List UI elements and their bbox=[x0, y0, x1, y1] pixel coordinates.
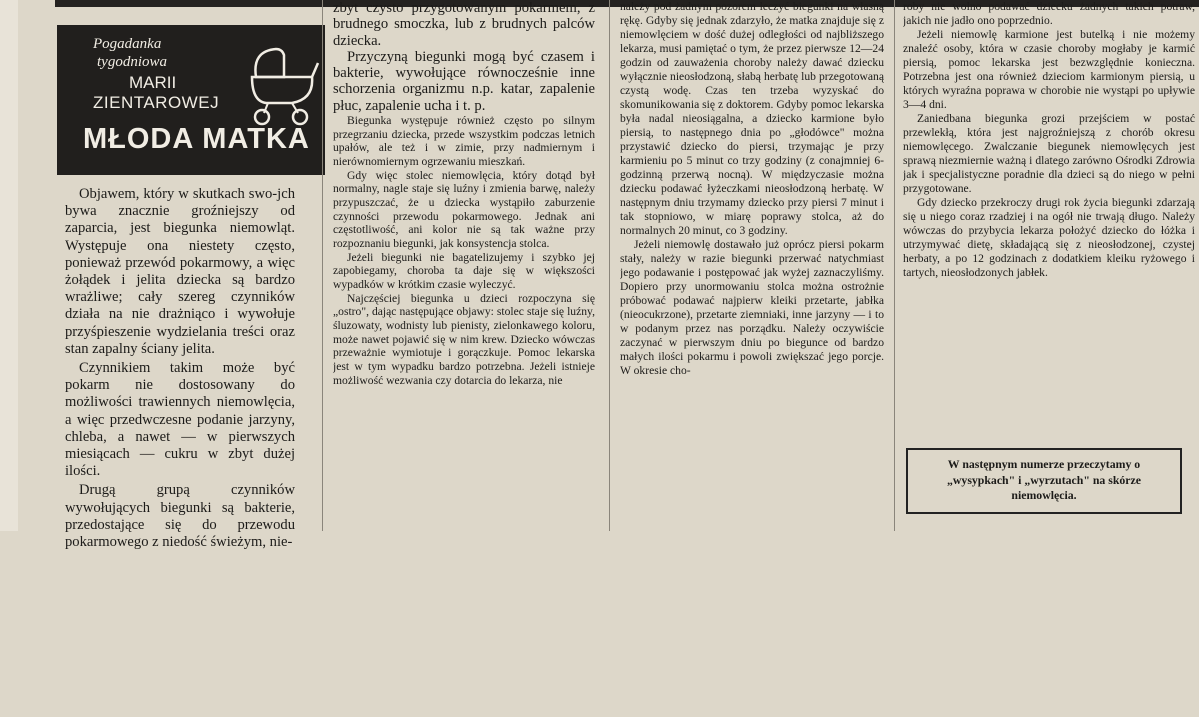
paragraph: roby nie wolno podawać dziecku żadnych takich potraw, jakich nie jadło ono poprzednio. bbox=[903, 0, 1195, 27]
paragraph: Jeżeli biegunki nie bagatelizujemy i szybko jej zapobiegamy, choroba ta daje się w większości wypadków w krótkim czasie wyleczyć. bbox=[333, 250, 595, 291]
paragraph: Przyczyną biegunki mogą być czasem i bakterie, wywołujące równocześnie inne schorzenia organizmu n.p. katar, zapalenie płuc, zapalenie ucha i t. p. bbox=[333, 48, 595, 114]
paragraph: Zaniedbana biegunka grozi przejściem w postać przewlekłą, która jest najgroźniejszą z chorób okresu niemowlęcego. Zwalczanie biegunek niemowlęcych jest sprawą niezmiernie ważną i dlatego zarówno Ośrodki Zdrowia jak i specjalistyczne poradnie dla dzieci są do niego w pełni przygotowane. bbox=[903, 112, 1195, 195]
paragraph: należy pod żadnym pozorem leczyć biegunki na własną rękę. Gdyby się jednak zdarzyło, że matka znajduje się z niemowlęciem w dość dużej odległości od najbliższego lekarza, musi pamiętać o tym, że przez pierwsze 12—24 godzin od zauważenia choroby należy dawać dziecku wyłącznie nieosłodzoną, słabą herbatę lub przegotowaną czystą wodę. Czas ten trzeba wyzyskać do skomunikowania się z doktorem. Gdyby pomoc lekarska była nadal nieosiągalna, a dziecko karmione było piersią, to następnego dnia po „głodówce" można przystawić dziecko do piersi, trzymając je przy karmieniu po 5 minut co trzy godziny (z conajmniej 6-godzinną przerwą nocną). W międzyczasie można dziecku podawać łyżeczkami nieosłodzoną herbatę. W następnym dniu trzymamy dziecko przy piersi 7 minut i tak stopniowo, w miarę poprawy stolca, aż do normalnych 20 minut, co 3 godziny. bbox=[620, 0, 884, 237]
page-edge bbox=[0, 0, 18, 531]
paragraph: Drugą grupą czynników wywołujących biegunki są bakterie, przedostające się do przewodu pokarmowego z niedość świeżym, nie- bbox=[65, 482, 295, 551]
paragraph: zbyt czysto przygotowanym pokarmem, z brudnego smoczka, lub z brudnych palców dziecka. bbox=[333, 0, 595, 49]
paragraph: Gdy dziecko przekroczy drugi rok życia biegunki zdarzają się u niego coraz rzadziej i na ogół nie trwają długo. Należy wówczas do przybycia lekarza położyć dziecko do łóżka i utrzymywać dietę, składającą się z nieosłodzonej, czystej herbaty, a po 12 godzinach z dodatkiem kleiku ryżowego i tartych, nieosłodzonych jabłek. bbox=[903, 196, 1195, 279]
logo-line-tygodniowa: tygodniowa bbox=[97, 54, 167, 70]
paragraph: Najczęściej biegunka u dzieci rozpoczyna się „ostro", dając następujące objawy: stolec staje się luźny, śluzowaty, wodnisty lub pienisty, zielonkawego koloru, może nawet pojawić się w nim krew. Dziecko wówczas przeważnie wymiotuje i gorączkuje. Pomoc lekarska jest w tym wypadku bardzo potrzebna. Jeżeli istnieje możliwość wezwania czy dotarcia do lekarza, nie bbox=[333, 291, 595, 387]
paragraph: Jeżeli niemowlę dostawało już oprócz piersi pokarm stały, należy w razie biegunki przerwać natychmiast jego podawanie i postępować jak wyżej zaznaczyliśmy. Dopiero przy unormowaniu stolca można ostrożnie próbować podawać najpierw kleiki przetarte, jabłka (nieocukrzone), przetarte ziemniaki, inne jarzyny — i to w podanym przez nas porządku. Należy oczywiście zaczynać w pierwszym dniu po biegunce od bardzo małych ilości pokarmu i powoli zwiększać jego porcje. W okresie cho- bbox=[620, 238, 884, 377]
logo-line-author-first: MARII bbox=[129, 73, 177, 92]
article-column-2 bbox=[333, 0, 595, 531]
logo-line-author-last: ZIENTAROWEJ bbox=[93, 93, 220, 112]
column-header-logo bbox=[57, 25, 325, 175]
logo-title: MŁODA MATKA bbox=[83, 123, 310, 155]
next-issue-notice: W następnym numerze przeczytamy o „wysypkach" i „wyrzutach" na skórze niemowlęcia. bbox=[906, 448, 1182, 514]
article-column-3 bbox=[620, 0, 884, 531]
column-divider bbox=[609, 0, 610, 531]
paragraph: Biegunka występuje również często po silnym przegrzaniu dziecka, przede wszystkim podczas letnich upałów, ale też i w zimie, przy nadmiernym i nierównomiernym ogrzewaniu mieszkań. bbox=[333, 114, 595, 169]
pram-icon bbox=[242, 43, 322, 128]
column-divider bbox=[322, 0, 323, 531]
paragraph: Gdy więc stolec niemowlęcia, który dotąd był normalny, nagle staje się luźny i zmienia barwę, należy przypuszczać, że u dziecka wystąpiło zaburzenie czynności przewodu pokarmowego. Jednak ani częstotliwość, ani kolor nie są tak ważne przy rozpoznaniu biegunki, jak konsystencja stolca. bbox=[333, 168, 595, 250]
paragraph: Jeżeli niemowlę karmione jest butelką i nie możemy znaleźć osoby, która w czasie choroby mogłaby je karmić piersią, pomoc lekarska jest bezwzględnie konieczna. Potrzebna jest ona również dzieciom karmionym piersią, u których wyraźna poprawa w chorobie nie wystąpi po upływie 3—4 dni. bbox=[903, 28, 1195, 111]
paragraph: Czynnikiem takim może być pokarm nie dostosowany do możliwości trawiennych niemowlęcia, a więc przedwczesne podanie jarzyny, chleba, a nawet — w pierwszych miesiącach — cukru w zbyt dużej ilości. bbox=[65, 360, 295, 480]
column-divider bbox=[894, 0, 895, 531]
article-column-1 bbox=[65, 186, 295, 717]
paragraph: Objawem, który w skutkach swo-jch bywa znacznie groźniejszy od zaparcia, jest biegunka niemowląt. Występuje ona niestety często, ponieważ przewód pokarmowy, a więc żołądek i jelita dziecka są bardzo wrażliwe; cały szereg czynników działa na nie drażniąco i wywołuje przyśpieszenie wydzielania treści oraz stan zapalny ściany jelita. bbox=[65, 186, 295, 357]
logo-line-pogadanka: Pogadanka bbox=[93, 36, 162, 52]
